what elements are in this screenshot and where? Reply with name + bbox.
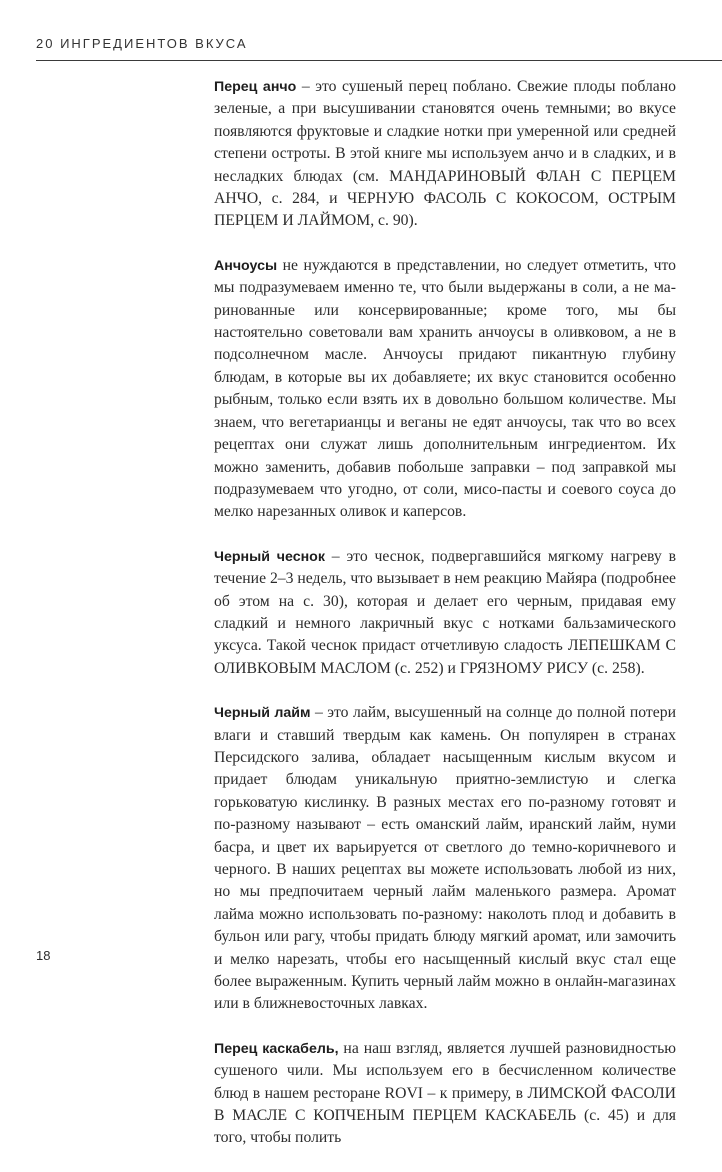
entry-cascabel-pepper [214,1038,676,1150]
entry-black-lime [214,702,676,1016]
header-rule [36,60,722,61]
entry-ancho-pepper [214,76,676,233]
entry-anchovies [214,255,676,524]
running-title: 20 ИНГРЕДИЕНТОВ ВКУСА [36,36,248,51]
entry-text: – это сушеный перец поблано. Свежие плоды поблано зеленые, а при высушивании становятся очень темными; во вкусе появляются фруктовые и сладкие нотки при умеренной или средней степени остроты. В этой книге мы используем анчо и в сладких, и в несладких блюдах (см. МАНДАРИНОВЫЙ ФЛАН С ПЕРЦЕМ АНЧО, с. 284, и ЧЕРНУЮ ФАСОЛЬ С КОКОСОМ, ОСТРЫМ ПЕРЦЕМ И ЛАЙМОМ, с. 90). [214,78,676,230]
entry-text: на наш взгляд, является лучшей разновидностью сушеного чили. Мы используем его в бесчисленном количестве блюд в нашем ресторане ROVI – к примеру, в ЛИМСКОЙ ФАСОЛИ В МАСЛЕ С КОПЧЕНЫМ ПЕРЦЕМ КАСКАБЕЛЬ (с. 45) и для того, чтобы полить [214,1039,677,1147]
entry-black-garlic [214,546,676,680]
body-text [214,76,676,1172]
entry-text: – это лайм, высушенный на солнце до полной потери влаги и ставший твердым как камень. Он популярен в странах Персидского залива, обладает насыщенным кислым вкусом и придает блюдам уникальную приятно-землистую и слегка горьковатую кислинку. В разных местах его по-разному готовят и по-разному называют – есть оманский лайм, иранский лайм, нуми басра, и цвет их варьируется от светлого до темно-коричневого и черного. В наших рецептах вы можете использовать любой из них, но мы предпочитаем черный лайм маленького размера. Аромат лайма можно использовать по-разному: наколоть плод и добавить в бульон или рагу, чтобы придать блюду мягкий аромат, или замочить и мелко нарезать, чтобы его насыщенный кислый вкус стал еще более выраженным. Купить черный лайм можно в онлайн-магазинах или в ближневосточных лавках. [214,704,676,1013]
entry-text: – это чеснок, подвергавшийся мягкому нагреву в течение 2–3 недель, что вызывает в нем реакцию Майяра (подробнее об этом на с. 30), которая и делает его черным, придавая ему сладкий и немного лакричный вкус с нотками бальзамического уксуса. Такой чеснок придаст отчетливую сладость ЛЕПЕШКАМ С ОЛИВКОВЫМ МАСЛОМ (с. 252) и ГРЯЗНОМУ РИСУ (с. 258). [214,547,677,677]
entry-text: не нуждаются в представлении, но следует отметить, что мы подразумеваем именно те, что были выдержаны в соли, а не маринованные или консервированные; кроме того, мы бы настоятельно советовали вам хранить анчоусы в оливковом, а не в подсолнечном масле. Анчоусы придают пикантную глубину блюдам, в которые вы их добавляете; их вкус становится особенно рыбным, только если взять их в довольно большом количестве. Мы знаем, что вегетарианцы и веганы не едят анчоусы, так что во всех рецептах они служат лишь дополнительным ингредиентом. Их можно заменить, добавив побольше заправки – под заправкой мы подразумеваем что угодно, от соли, мисо-пасты и соевого соуса до мелко нарезанных оливок и каперсов. [214,256,676,521]
entry-term: Черный чеснок [214,548,325,565]
entry-term: Анчоусы [214,257,278,274]
entry-term: Черный лайм [214,705,311,722]
page-number: 18 [36,948,51,963]
entry-term: Перец каскабель, [214,1040,339,1057]
entry-term: Перец анчо [214,79,297,95]
